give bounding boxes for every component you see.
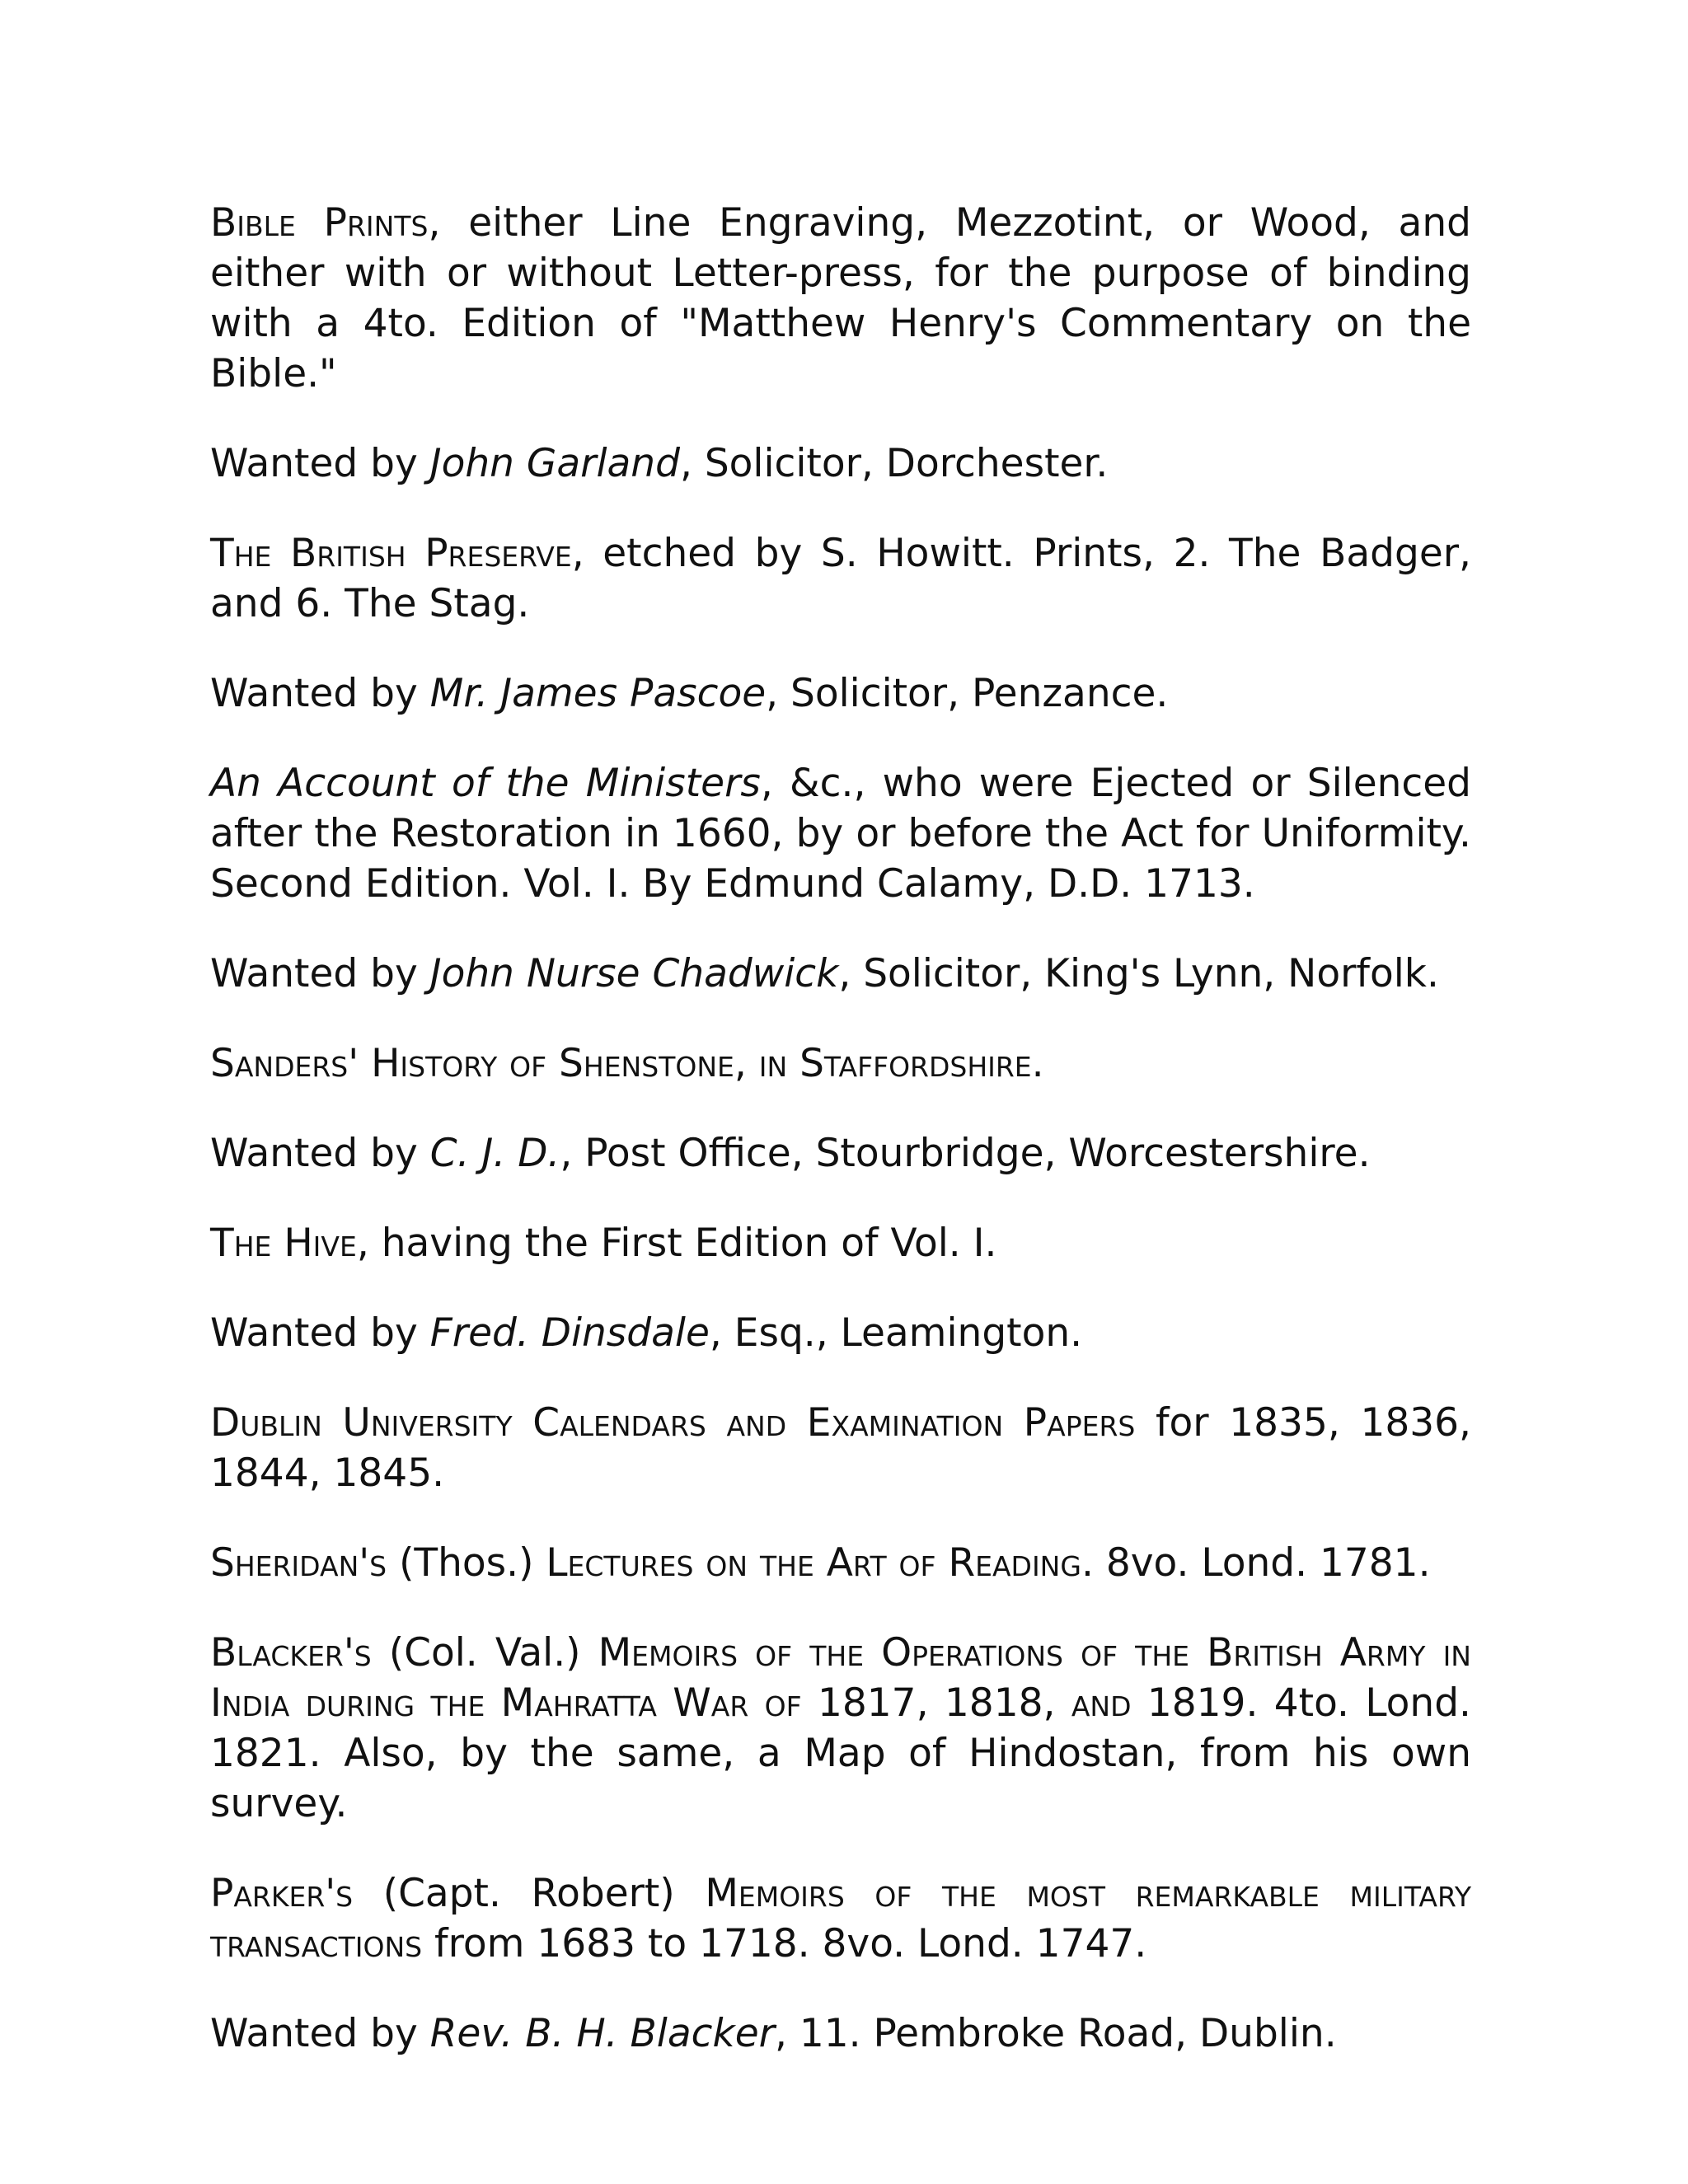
text-run: , Post Office, Stourbridge, Worcestershire. [560,1131,1371,1176]
small-caps-text: Dublin University Calendars and Examination Papers [210,1400,1136,1446]
wanted-by-line [210,1308,1471,1358]
small-caps-text: Blacker's [210,1630,372,1675]
book-wanted-entry [210,1038,1471,1089]
text-run: Wanted by [210,1131,430,1176]
italic-name: John Garland [429,441,680,486]
wanted-by-line [210,949,1471,999]
book-wanted-entry [210,1628,1471,1829]
book-wanted-entry [210,1398,1471,1498]
text-run: (Thos.) [387,1540,546,1586]
document-page [210,198,1471,2098]
text-run: . 8vo. Lond. 1781. [1081,1540,1431,1586]
italic-name: Fred. Dinsdale [429,1310,710,1356]
text-run: , 11. Pembroke Road, Dublin. [774,2011,1337,2056]
wanted-by-line [210,1128,1471,1179]
text-run: (Capt. Robert) [353,1871,706,1916]
small-caps-text: The British Preserve [210,531,572,576]
wanted-by-line [210,2008,1471,2059]
small-caps-text: Parker's [210,1871,354,1916]
text-run: 1817, 1818, [801,1680,1071,1726]
italic-name: John Nurse Chadwick [429,951,839,996]
book-wanted-entry [210,528,1471,629]
book-wanted-entry [210,1218,1471,1268]
small-caps-text: Bible Prints [210,200,429,246]
text-run: , having the First Edition of Vol. I. [356,1221,997,1266]
small-caps-text: Sanders' History of Shenstone, in Staffordshire. [210,1041,1044,1086]
text-run: for 1835, 1836, 1844, 1845. [210,1400,1471,1496]
text-run: Wanted by [210,1310,430,1356]
italic-name: Rev. B. H. Blacker [429,2011,775,2056]
text-run: , Solicitor, Penzance. [766,671,1169,716]
small-caps-text: and [1071,1680,1132,1726]
small-caps-text: Sheridan's [210,1540,387,1586]
italic-name: Mr. James Pascoe [429,671,767,716]
text-run: Wanted by [210,671,430,716]
small-caps-text: Memoirs of the most remarkable military transactions [210,1871,1471,1966]
book-wanted-entry [210,198,1471,399]
small-caps-text: Lectures on the Art of Reading [546,1540,1081,1586]
book-wanted-entry [210,1538,1471,1588]
italic-name: C. J. D. [429,1131,560,1176]
book-wanted-entry [210,1868,1471,1969]
text-run: Wanted by [210,441,430,486]
text-run: Wanted by [210,2011,430,2056]
text-run: , Solicitor, King's Lynn, Norfolk. [838,951,1439,996]
small-caps-text: The Hive [210,1221,357,1266]
book-wanted-entry [210,758,1471,909]
italic-name: An Account of the Ministers [210,761,761,806]
text-run: , &c., who were Ejected or Silenced after the Restoration in 1660, by or before the Act for Uniformity. Second Edition. Vol. I. By Edmund Calamy, D.D. 1713. [210,761,1471,907]
text-run: (Col. Val.) [371,1630,598,1675]
text-run: 1819. 4to. Lond. 1821. Also, by the same, a Map of Hindostan, from his own survey. [210,1680,1471,1826]
text-run: from 1683 to 1718. 8vo. Lond. 1747. [422,1921,1147,1966]
wanted-by-line [210,438,1471,489]
wanted-by-line [210,668,1471,719]
text-run: , Esq., Leamington. [709,1310,1083,1356]
text-run: Wanted by [210,951,430,996]
small-caps-text: Memoirs of the Operations of the British Army in India during the Mahratta War of [210,1630,1471,1726]
text-run: , Solicitor, Dorchester. [679,441,1109,486]
text-run: , either Line Engraving, Mezzotint, or Wood, and either with or without Letter-press, for the purpose of binding with a 4to. Edition of "Matthew Henry's Commentary on the Bible." [210,200,1471,396]
text-run: , etched by S. Howitt. Prints, 2. The Badger, and 6. The Stag. [210,531,1471,626]
